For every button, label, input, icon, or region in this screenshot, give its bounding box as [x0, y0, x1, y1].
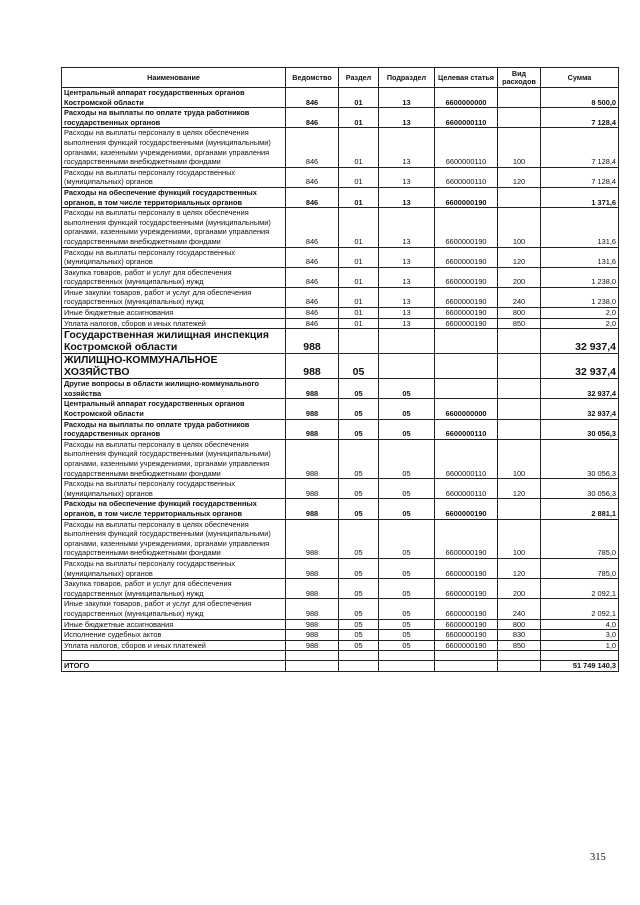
- cell-exptype: [498, 661, 541, 672]
- cell-dept: 988: [286, 640, 339, 651]
- cell-subsection: 05: [379, 640, 435, 651]
- cell-name: Иные закупки товаров, работ и услуг для обеспечения государственных (муниципальных) нужд: [62, 287, 286, 307]
- cell-dept: 988: [286, 499, 339, 519]
- cell-target: 6600000110: [435, 419, 498, 439]
- cell-target: 6600000110: [435, 167, 498, 187]
- table-row: [62, 579, 619, 599]
- cell-section: 05: [339, 519, 379, 558]
- cell-dept: 988: [286, 619, 339, 630]
- table-row: [62, 619, 619, 630]
- cell-name: Расходы на выплаты персоналу государственных (муниципальных) органов: [62, 479, 286, 499]
- cell-target: 6600000190: [435, 619, 498, 630]
- cell-dept: 988: [286, 579, 339, 599]
- cell-name: Центральный аппарат государственных органов Костромской области: [62, 88, 286, 108]
- table-row: [62, 499, 619, 519]
- table-row: [62, 558, 619, 578]
- cell-sum: 32 937,4: [541, 329, 619, 354]
- cell-section: 05: [339, 558, 379, 578]
- cell-name: ИТОГО: [62, 661, 286, 672]
- cell-subsection: 05: [379, 419, 435, 439]
- cell-dept: 988: [286, 630, 339, 641]
- cell-exptype: 200: [498, 579, 541, 599]
- cell-sum: 2 092,1: [541, 579, 619, 599]
- cell-subsection: 13: [379, 88, 435, 108]
- cell-subsection: 05: [379, 519, 435, 558]
- cell-target: 6600000190: [435, 630, 498, 641]
- cell-name: Расходы на обеспечение функций государственных органов, в том числе территориальных органов: [62, 499, 286, 519]
- cell-target: 6600000190: [435, 318, 498, 329]
- cell-exptype: [498, 379, 541, 399]
- table-row: [62, 661, 619, 672]
- cell-section: 01: [339, 287, 379, 307]
- cell-dept: 988: [286, 399, 339, 419]
- cell-target: [435, 651, 498, 661]
- cell-section: 01: [339, 128, 379, 167]
- table-row: [62, 108, 619, 128]
- header-subsection: Подраздел: [379, 68, 435, 88]
- cell-exptype: [498, 354, 541, 379]
- cell-section: 05: [339, 579, 379, 599]
- cell-subsection: 05: [379, 379, 435, 399]
- cell-dept: 846: [286, 128, 339, 167]
- cell-dept: 988: [286, 439, 339, 478]
- cell-section: 05: [339, 439, 379, 478]
- cell-name: Уплата налогов, сборов и иных платежей: [62, 318, 286, 329]
- cell-subsection: 05: [379, 619, 435, 630]
- cell-exptype: [498, 651, 541, 661]
- cell-target: [435, 329, 498, 354]
- cell-name: [62, 651, 286, 661]
- cell-section: 05: [339, 640, 379, 651]
- cell-section: 05: [339, 630, 379, 641]
- cell-dept: [286, 661, 339, 672]
- table-row: [62, 599, 619, 619]
- cell-name: Расходы на выплаты персоналу в целях обеспечения выполнения функций государственными (муниципальными) органами, казенными учреждениями, органами управления государственными внебюджетными фондами: [62, 519, 286, 558]
- cell-dept: 988: [286, 419, 339, 439]
- cell-dept: 846: [286, 187, 339, 207]
- cell-subsection: 05: [379, 399, 435, 419]
- cell-name: Расходы на обеспечение функций государственных органов, в том числе территориальных органов: [62, 187, 286, 207]
- cell-sum: 30 056,3: [541, 419, 619, 439]
- cell-exptype: [498, 88, 541, 108]
- cell-target: [435, 379, 498, 399]
- cell-exptype: [498, 499, 541, 519]
- cell-subsection: 13: [379, 167, 435, 187]
- cell-sum: 32 937,4: [541, 354, 619, 379]
- cell-subsection: [379, 651, 435, 661]
- cell-subsection: 13: [379, 318, 435, 329]
- cell-name: Расходы на выплаты по оплате труда работников государственных органов: [62, 419, 286, 439]
- cell-name: Закупка товаров, работ и услуг для обеспечения государственных (муниципальных) нужд: [62, 579, 286, 599]
- cell-dept: 846: [286, 208, 339, 247]
- cell-exptype: 100: [498, 439, 541, 478]
- cell-exptype: 120: [498, 479, 541, 499]
- cell-target: 6600000190: [435, 599, 498, 619]
- cell-section: 01: [339, 318, 379, 329]
- cell-name: Иные бюджетные ассигнования: [62, 308, 286, 319]
- cell-exptype: 830: [498, 630, 541, 641]
- cell-sum: 7 128,4: [541, 167, 619, 187]
- cell-section: 01: [339, 267, 379, 287]
- cell-name: Иные закупки товаров, работ и услуг для обеспечения государственных (муниципальных) нужд: [62, 599, 286, 619]
- cell-exptype: 120: [498, 558, 541, 578]
- cell-exptype: [498, 399, 541, 419]
- cell-target: 6600000190: [435, 208, 498, 247]
- cell-dept: 846: [286, 88, 339, 108]
- cell-sum: 2,0: [541, 308, 619, 319]
- table-row: [62, 329, 619, 354]
- cell-section: [339, 329, 379, 354]
- cell-exptype: [498, 419, 541, 439]
- cell-exptype: [498, 329, 541, 354]
- cell-subsection: 05: [379, 579, 435, 599]
- table-row: [62, 354, 619, 379]
- cell-section: 05: [339, 399, 379, 419]
- table-row: [62, 439, 619, 478]
- cell-subsection: 13: [379, 267, 435, 287]
- cell-dept: 846: [286, 167, 339, 187]
- table-row: [62, 318, 619, 329]
- cell-section: 05: [339, 419, 379, 439]
- cell-dept: 988: [286, 479, 339, 499]
- table-row: [62, 630, 619, 641]
- cell-name: Закупка товаров, работ и услуг для обеспечения государственных (муниципальных) нужд: [62, 267, 286, 287]
- cell-section: 05: [339, 599, 379, 619]
- cell-sum: 2 881,1: [541, 499, 619, 519]
- cell-target: 6600000000: [435, 399, 498, 419]
- cell-subsection: 13: [379, 287, 435, 307]
- cell-name: Иные бюджетные ассигнования: [62, 619, 286, 630]
- cell-name: Исполнение судебных актов: [62, 630, 286, 641]
- cell-exptype: 240: [498, 287, 541, 307]
- cell-section: 01: [339, 247, 379, 267]
- cell-name: Расходы на выплаты персоналу в целях обеспечения выполнения функций государственными (муниципальными) органами, казенными учреждениями, органами управления государственными внебюджетными фондами: [62, 128, 286, 167]
- cell-dept: [286, 651, 339, 661]
- header-exptype: Вид расходов: [498, 68, 541, 88]
- cell-dept: 846: [286, 267, 339, 287]
- table-row: [62, 267, 619, 287]
- cell-section: 01: [339, 88, 379, 108]
- budget-table: [61, 67, 619, 672]
- cell-exptype: 200: [498, 267, 541, 287]
- header-target: Целевая статья: [435, 68, 498, 88]
- table-row: [62, 519, 619, 558]
- cell-sum: 30 056,3: [541, 439, 619, 478]
- table-row: [62, 479, 619, 499]
- cell-section: 05: [339, 379, 379, 399]
- cell-section: 01: [339, 187, 379, 207]
- table-row: [62, 419, 619, 439]
- cell-sum: 1 371,6: [541, 187, 619, 207]
- cell-dept: 846: [286, 308, 339, 319]
- cell-subsection: 05: [379, 439, 435, 478]
- cell-sum: 131,6: [541, 247, 619, 267]
- table-row: [62, 208, 619, 247]
- cell-name: Другие вопросы в области жилищно-коммунального хозяйства: [62, 379, 286, 399]
- cell-target: 6600000190: [435, 519, 498, 558]
- cell-subsection: 13: [379, 247, 435, 267]
- cell-name: Расходы на выплаты персоналу государственных (муниципальных) органов: [62, 247, 286, 267]
- cell-name: Расходы на выплаты по оплате труда работников государственных органов: [62, 108, 286, 128]
- cell-section: 01: [339, 167, 379, 187]
- cell-section: 05: [339, 619, 379, 630]
- cell-dept: 988: [286, 558, 339, 578]
- cell-target: 6600000190: [435, 287, 498, 307]
- cell-sum: 30 056,3: [541, 479, 619, 499]
- table-row: [62, 379, 619, 399]
- cell-exptype: 120: [498, 247, 541, 267]
- cell-name: Расходы на выплаты персоналу государственных (муниципальных) органов: [62, 558, 286, 578]
- cell-section: 01: [339, 308, 379, 319]
- cell-sum: 785,0: [541, 558, 619, 578]
- cell-sum: 1 238,0: [541, 267, 619, 287]
- cell-subsection: 05: [379, 630, 435, 641]
- cell-sum: 4,0: [541, 619, 619, 630]
- cell-sum: 785,0: [541, 519, 619, 558]
- cell-dept: 846: [286, 108, 339, 128]
- cell-subsection: [379, 329, 435, 354]
- cell-name: Уплата налогов, сборов и иных платежей: [62, 640, 286, 651]
- cell-target: 6600000000: [435, 88, 498, 108]
- cell-subsection: [379, 354, 435, 379]
- cell-sum: 51 749 140,3: [541, 661, 619, 672]
- cell-target: 6600000190: [435, 579, 498, 599]
- cell-sum: 131,6: [541, 208, 619, 247]
- cell-exptype: 800: [498, 619, 541, 630]
- cell-sum: 1,0: [541, 640, 619, 651]
- cell-name: Расходы на выплаты персоналу в целях обеспечения выполнения функций государственными (муниципальными) органами, казенными учреждениями, органами управления государственными внебюджетными фондами: [62, 439, 286, 478]
- cell-sum: 32 937,4: [541, 379, 619, 399]
- header-name: Наименование: [62, 68, 286, 88]
- cell-target: 6600000110: [435, 128, 498, 167]
- cell-dept: 988: [286, 354, 339, 379]
- cell-dept: 988: [286, 329, 339, 354]
- cell-sum: 8 500,0: [541, 88, 619, 108]
- table-row: [62, 399, 619, 419]
- cell-section: [339, 661, 379, 672]
- cell-dept: 988: [286, 599, 339, 619]
- cell-sum: 1 238,0: [541, 287, 619, 307]
- cell-section: 05: [339, 479, 379, 499]
- cell-name: Центральный аппарат государственных органов Костромской области: [62, 399, 286, 419]
- cell-sum: 7 128,4: [541, 128, 619, 167]
- cell-subsection: 05: [379, 499, 435, 519]
- cell-exptype: 120: [498, 167, 541, 187]
- cell-exptype: 240: [498, 599, 541, 619]
- cell-dept: 846: [286, 318, 339, 329]
- cell-subsection: [379, 661, 435, 672]
- cell-target: 6600000110: [435, 439, 498, 478]
- cell-section: [339, 651, 379, 661]
- cell-exptype: 100: [498, 519, 541, 558]
- cell-subsection: 13: [379, 108, 435, 128]
- cell-target: 6600000110: [435, 108, 498, 128]
- table-header-row: [62, 68, 619, 88]
- cell-target: [435, 354, 498, 379]
- table-row: [62, 640, 619, 651]
- cell-sum: [541, 651, 619, 661]
- cell-target: 6600000190: [435, 558, 498, 578]
- cell-target: 6600000190: [435, 187, 498, 207]
- cell-exptype: [498, 108, 541, 128]
- cell-subsection: 05: [379, 479, 435, 499]
- table-row: [62, 287, 619, 307]
- cell-dept: 846: [286, 287, 339, 307]
- cell-target: 6600000190: [435, 640, 498, 651]
- cell-name: Государственная жилищная инспекция Костромской области: [62, 329, 286, 354]
- cell-name: ЖИЛИЩНО-КОММУНАЛЬНОЕ ХОЗЯЙСТВО: [62, 354, 286, 379]
- header-sum: Сумма: [541, 68, 619, 88]
- cell-name: Расходы на выплаты персоналу в целях обеспечения выполнения функций государственными (муниципальными) органами, казенными учреждениями, органами управления государственными внебюджетными фондами: [62, 208, 286, 247]
- table-row: [62, 308, 619, 319]
- cell-exptype: 100: [498, 208, 541, 247]
- cell-section: 01: [339, 208, 379, 247]
- cell-target: [435, 661, 498, 672]
- cell-subsection: 05: [379, 599, 435, 619]
- cell-target: 6600000190: [435, 247, 498, 267]
- table-row: [62, 247, 619, 267]
- cell-sum: 7 128,4: [541, 108, 619, 128]
- header-section: Раздел: [339, 68, 379, 88]
- table-row: [62, 651, 619, 661]
- cell-section: 05: [339, 499, 379, 519]
- cell-subsection: 05: [379, 558, 435, 578]
- cell-subsection: 13: [379, 128, 435, 167]
- table-row: [62, 167, 619, 187]
- header-dept: Ведомство: [286, 68, 339, 88]
- cell-sum: 3,0: [541, 630, 619, 641]
- cell-exptype: 100: [498, 128, 541, 167]
- cell-exptype: 800: [498, 308, 541, 319]
- cell-exptype: 850: [498, 318, 541, 329]
- cell-target: 6600000110: [435, 479, 498, 499]
- table-row: [62, 128, 619, 167]
- cell-section: 01: [339, 108, 379, 128]
- cell-dept: 988: [286, 379, 339, 399]
- cell-dept: 988: [286, 519, 339, 558]
- table-body: [62, 88, 619, 672]
- table-row: [62, 88, 619, 108]
- table-row: [62, 187, 619, 207]
- cell-dept: 846: [286, 247, 339, 267]
- cell-sum: 2 092,1: [541, 599, 619, 619]
- cell-target: 6600000190: [435, 499, 498, 519]
- cell-subsection: 13: [379, 208, 435, 247]
- cell-name: Расходы на выплаты персоналу государственных (муниципальных) органов: [62, 167, 286, 187]
- cell-subsection: 13: [379, 308, 435, 319]
- cell-sum: 2,0: [541, 318, 619, 329]
- cell-target: 6600000190: [435, 267, 498, 287]
- cell-subsection: 13: [379, 187, 435, 207]
- cell-section: 05: [339, 354, 379, 379]
- cell-sum: 32 937,4: [541, 399, 619, 419]
- cell-exptype: 850: [498, 640, 541, 651]
- page-number: 315: [590, 852, 606, 863]
- cell-exptype: [498, 187, 541, 207]
- cell-target: 6600000190: [435, 308, 498, 319]
